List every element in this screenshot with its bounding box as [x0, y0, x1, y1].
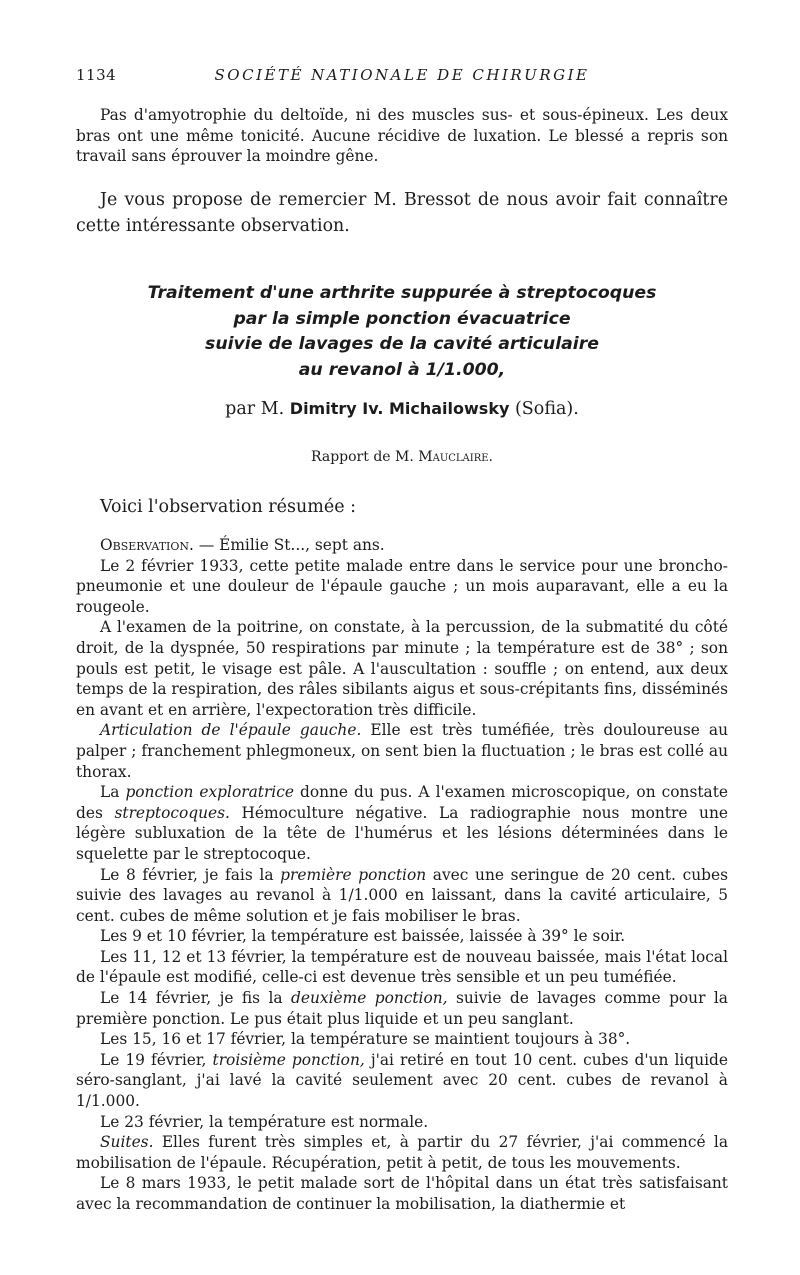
italic-heading: Articulation de l'épaule gauche.: [100, 721, 362, 740]
article-title: [76, 281, 728, 383]
title-line: Traitement d'une arthrite suppurée à streptocoques: [147, 283, 657, 303]
running-header: [76, 64, 728, 86]
report-prefix: Rapport de M.: [311, 449, 414, 465]
observation-paragraph: Le 23 février, la température est normale.: [100, 1112, 429, 1131]
observation-paragraph: Le 14 février, je fis la deuxième ponction, suivie de lavages comme pour la première ponction. Le pus était plus liquide et un peu sanglant.: [76, 989, 728, 1028]
thanks-block: [76, 187, 728, 239]
observation-paragraph: Suites. Elles furent très simples et, à partir du 27 février, j'ai commencé la mobilisation de l'épaule. Récupération, petit à petit, de tous les mouvements.: [76, 1133, 728, 1172]
observation-paragraph: Le 8 mars 1933, le petit malade sort de l'hôpital dans un état très satisfaisant avec la recommandation de continuer la mobilisation, la diathermie et: [76, 1174, 728, 1213]
author-name: Dimitry Iv. Michailowsky: [289, 399, 510, 418]
title-line: au revanol à 1/1.000,: [298, 359, 506, 380]
journal-title: SOCIÉTÉ NATIONALE DE CHIRURGIE: [214, 66, 590, 84]
observation-opening: [76, 535, 728, 556]
author-line: [76, 396, 728, 422]
intro-line: Voici l'observation résumée :: [100, 497, 357, 517]
observation-paragraph: A l'examen de la poitrine, on constate, à la percussion, de la submatité du côté droit, de la dyspnée, 50 respirations par minute ; la température est de 38° ; son pouls est petit, le visage est pâle. A l'auscultation : souffle ; on entend, aux deux temps de la respiration, des râles sibilants aigus et sous-crépitants fins, disséminés en avant et en arrière, l'expectoration très difficile.: [76, 618, 728, 719]
observation-paragraph: Le 19 février, troisième ponction, j'ai retiré en tout 10 cent. cubes d'un liquide séro-sanglant, j'ai lavé la cavité seulement avec 20 cent. cubes de revanol à 1/1.000.: [76, 1050, 728, 1111]
observation-paragraph: Le 8 février, je fais la première ponction avec une seringue de 20 cent. cubes suivie des lavages au revanol à 1/1.000 en laissant, dans la cavité articulaire, 5 cent. cubes de même solution et je fais mobiliser le bras.: [76, 865, 728, 925]
top-paragraph-block: [76, 105, 728, 167]
observation-paragraph: Les 11, 12 et 13 février, la température est de nouveau baissée, mais l'état local de l'épaule est modifié, celle-ci est devenue très sensible et un peu tuméfiée.: [76, 947, 728, 987]
observation-patient: — Émilie St..., sept ans.: [193, 536, 385, 554]
thanks-paragraph: Je vous propose de remercier M. Bressot de nous avoir fait connaître cette intéressante observation.: [76, 190, 728, 236]
observation-body: [76, 535, 728, 1215]
page-number: 1134: [76, 66, 117, 84]
observation-paragraph: La ponction exploratrice donne du pus. A l'examen microscopique, on constate des streptocoques. Hémoculture négative. La radiographie nous montre une légère subluxation de la tête de l'humérus et les lésions déterminées dans le squelette par le streptocoque.: [76, 783, 728, 863]
observation-paragraph: Les 9 et 10 février, la température est baissée, laissée à 39° le soir.: [100, 927, 626, 946]
observation-paragraph: Les 15, 16 et 17 février, la température se maintient toujours à 38°.: [100, 1030, 631, 1049]
author-location: (Sofia).: [514, 399, 579, 419]
observation-paragraph: Articulation de l'épaule gauche. Elle est très tuméfiée, très douloureuse au palper ; franchement phlegmoneux, on sent bien la fluctuation ; le bras est collé au thorax.: [76, 721, 728, 781]
author-prefix: par M.: [225, 399, 285, 419]
report-name: Mauclaire.: [418, 449, 493, 465]
title-line: suivie de lavages de la cavité articulaire: [205, 334, 599, 354]
report-line: [76, 447, 728, 467]
observation-paragraph: Le 2 février 1933, cette petite malade entre dans le service pour une broncho-pneumonie et une douleur de l'épaule gauche ; un mois auparavant, elle a eu la rougeole.: [76, 556, 728, 616]
top-paragraph: Pas d'amyotrophie du deltoïde, ni des muscles sus- et sous-épineux. Les deux bras ont une même tonicité. Aucune récidive de luxation. Le blessé a repris son travail sans éprouver la moindre gêne.: [76, 106, 728, 166]
title-line: par la simple ponction évacuatrice: [233, 308, 571, 329]
observation-label: Observation.: [100, 536, 194, 554]
